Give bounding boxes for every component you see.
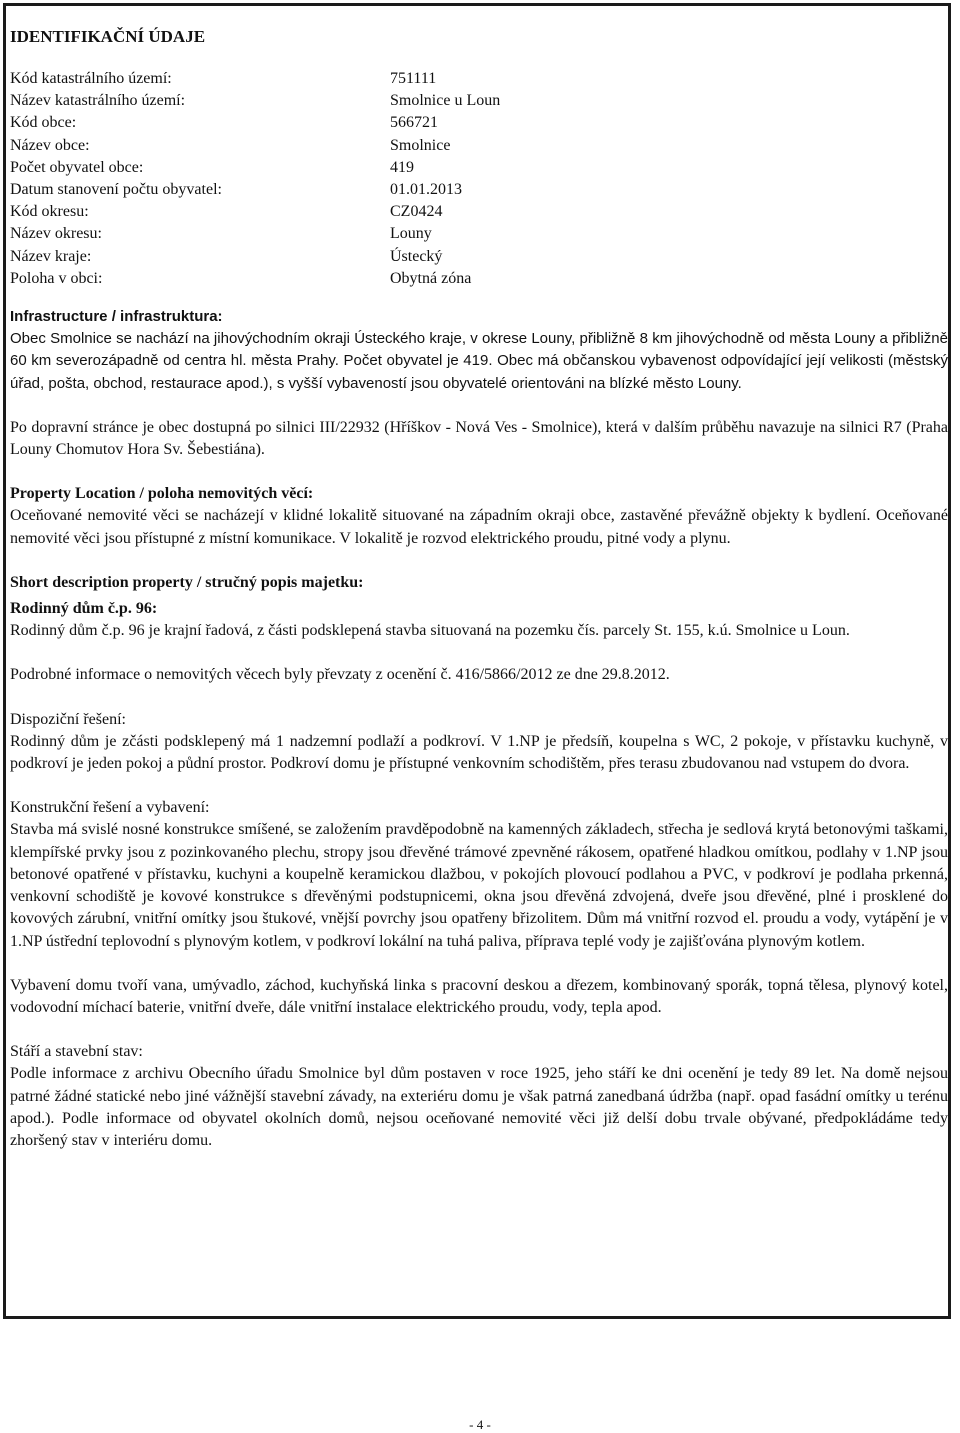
ident-label: Kód okresu: bbox=[10, 203, 89, 221]
ident-value: Obytná zóna bbox=[390, 269, 472, 287]
ident-row bbox=[10, 179, 500, 201]
ident-label: Poloha v obci: bbox=[10, 269, 103, 287]
ident-row bbox=[10, 90, 500, 112]
ident-value: 419 bbox=[390, 158, 414, 176]
ident-label: Kód obce: bbox=[10, 114, 77, 132]
ident-row bbox=[10, 223, 500, 245]
age-label: Stáří a stavební stav: bbox=[10, 1043, 143, 1061]
ident-value: Smolnice bbox=[390, 136, 451, 154]
ident-row bbox=[10, 135, 500, 157]
ident-row bbox=[10, 112, 500, 134]
ident-value: Smolnice u Loun bbox=[390, 92, 501, 110]
page-number: - 4 - bbox=[469, 1417, 491, 1432]
ident-label: Název okresu: bbox=[10, 225, 102, 243]
document-body bbox=[10, 26, 948, 1174]
ident-label: Název obce: bbox=[10, 136, 90, 154]
age-paragraph: Podle informace z archivu Obecního úřadu Smolnice byl dům postaven v roce 1925, jeho stáří ke dni ocenění je tedy 89 let. Na domě nejsou patrné žádné statické nebo jiné vážnější stavební závady, na exteriéru domu je však patrná zanedbaná údržba (např. opad fasádní omítky u terénu apod.). Podle informace od obyvatel okolních domů, nejsou oceňované nemovité věci již delší dobu trvale obývané, předpokládáme tedy zhoršený stav v interiéru domu. bbox=[10, 1065, 948, 1149]
construction-paragraph: Stavba má svislé nosné konstrukce smíšené, se založením pravděpodobně na kamenných základech, střecha je sedlová krytá betonovými taškami, klempířské prvky jsou z pozinkovaného plechu, stropy jsou dřevěné trámové zpevněné rákosem, opatřené hladkou omítkou, podlahy v 1.NP jsou betonové opatřené v přístavku, kuchyni a koupelně keramickou dlažbou, v pokojích plovoucí podlahou a PVC, v podkroví je podlaha prkenná, venkovní schodiště je kovové konstrukce s dřevěnými podstupnicemi, okna jsou dřevěná zdvojená, dveře jsou dřevěné, plné i prosklené do kovových zárubní, vnitřní omítky jsou štukové, vnější povrchy jsou opatřeny břizolitem. Dům má vnitřní rozvod el. proudu a vody, vytápění je v 1.NP ústřední teplovodní s plynovým kotlem, v podkroví lokální na tuhá paliva, příprava teplé vody je zajišťována plynovým kotlem. bbox=[10, 821, 948, 950]
ident-label: Kód katastrálního území: bbox=[10, 70, 172, 87]
ident-row bbox=[10, 268, 500, 290]
ident-label: Název kraje: bbox=[10, 247, 92, 265]
identification-table bbox=[10, 68, 500, 290]
ident-row bbox=[10, 68, 500, 90]
ident-label: Počet obyvatel obce: bbox=[10, 158, 144, 176]
ident-row bbox=[10, 157, 500, 179]
infrastructure-paragraph: Obec Smolnice se nachází na jihovýchodním okraji Ústeckého kraje, v okrese Louny, přibližně 8 km jihovýchodně od města Louny a přibližně 60 km severozápadně od centra hl. města Prahy. Počet obyvatel je 419. Obec má občanskou vybavenost odpovídající její velikosti (městský úřad, pošta, obchod, restaurace apod.), s vyšší vybaveností jsou obyvatelé orientováni na blízké město Louny. bbox=[10, 330, 948, 392]
ident-row bbox=[10, 246, 500, 268]
ident-value: 01.01.2013 bbox=[390, 181, 462, 199]
ident-label: Datum stanovení počtu obyvatel: bbox=[10, 181, 222, 199]
transport-paragraph: Po dopravní stránce je obec dostupná po silnici III/22932 (Hříškov - Nová Ves - Smolnice), která v dalším průběhu navazuje na silnici R7 (Praha Louny Chomutov Hora Sv. Šebestiána). bbox=[10, 418, 948, 459]
ident-value: Ústecký bbox=[390, 247, 443, 265]
document-title: IDENTIFIKAČNÍ ÚDAJE bbox=[10, 27, 206, 46]
property-summary: Rodinný dům č.p. 96 je krajní řadová, z části podsklepená stavba situovaná na pozemku čís. parcely St. 155, k.ú. Smolnice u Loun. bbox=[10, 622, 850, 640]
construction-label: Konstrukční řešení a vybavení: bbox=[10, 799, 210, 817]
location-heading: Property Location / poloha nemovitých věcí: bbox=[10, 485, 314, 503]
ident-value: CZ0424 bbox=[390, 203, 443, 221]
ident-value: 751111 bbox=[390, 70, 437, 87]
description-heading: Short description property / stručný popis majetku: bbox=[10, 573, 364, 591]
ident-label: Název katastrálního území: bbox=[10, 92, 186, 110]
ident-value: Louny bbox=[390, 225, 432, 243]
location-paragraph: Oceňované nemovité věci se nacházejí v klidné lokalitě situované na západním okraji obce, zastavěné převážně objekty k bydlení. Oceňované nemovité věci jsou přístupné z místní komunikace. V lokalitě je rozvod elektrického proudu, pitné vody a plynu. bbox=[10, 507, 948, 547]
ident-row bbox=[10, 201, 500, 223]
layout-paragraph: Rodinný dům je zčásti podsklepený má 1 nadzemní podlaží a podkroví. V 1.NP je předsíň, koupelna s WC, 2 pokoje, v přístavku kuchyně, v podkroví je jeden pokoj a půdní prostor. Podkroví domu je přístupné venkovním schodištěm, přes terasu zbudovanou nad vstupem do dvora. bbox=[10, 732, 948, 773]
valuation-source: Podrobné informace o nemovitých věcech byly převzaty z ocenění č. 416/5866/2012 ze dne 29.8.2012. bbox=[10, 666, 670, 684]
layout-label: Dispoziční řešení: bbox=[10, 710, 126, 728]
ident-value: 566721 bbox=[390, 114, 438, 132]
infrastructure-heading: Infrastructure / infrastruktura: bbox=[10, 308, 223, 326]
equipment-paragraph: Vybavení domu tvoří vana, umývadlo, záchod, kuchyňská linka s pracovní deskou a dřezem, kombinovaný sporák, topná tělesa, plynový kotel, vodovodní míchací baterie, vnitřní dveře, dále vnitřní instalace elektrického proudu, vody, tepla apod. bbox=[10, 976, 948, 1016]
property-subheading: Rodinný dům č.p. 96: bbox=[10, 600, 158, 618]
